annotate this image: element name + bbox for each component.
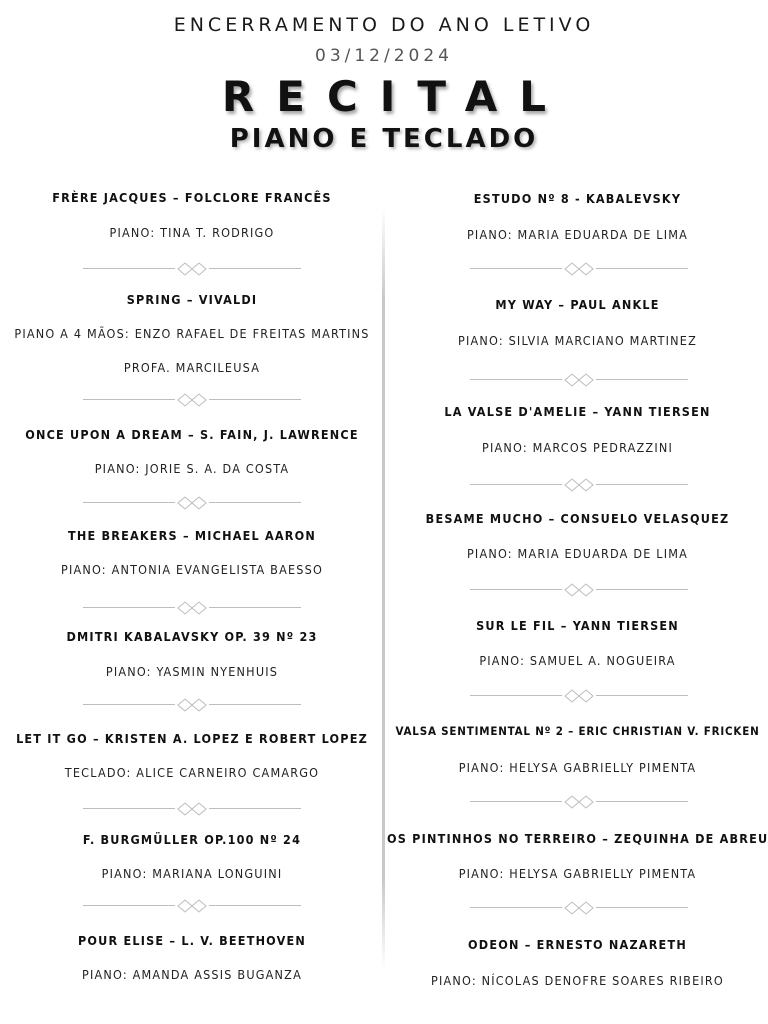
piece-title: MY WAY – PAUL ANKLE — [495, 297, 660, 312]
double-diamond-divider-icon — [176, 601, 208, 615]
double-diamond-divider-icon — [176, 899, 208, 913]
ornament-divider — [83, 496, 301, 510]
piece-title: VALSA SENTIMENTAL Nº 2 – ERIC CHRISTIAN V. FRICKEN — [395, 724, 760, 738]
piece-performer: PIANO: HELYSA GABRIELLY PIMENTA — [458, 760, 697, 775]
ornament-divider — [83, 393, 301, 407]
double-diamond-divider-icon — [176, 802, 208, 816]
ornament-divider — [83, 601, 301, 615]
piece-performer: PIANO: MARIANA LONGUINI — [101, 866, 283, 881]
piece-performer: PIANO: MARIA EDUARDA DE LIMA — [466, 546, 689, 561]
piece-performer: PIANO: MARIA EDUARDA DE LIMA — [466, 227, 689, 242]
double-diamond-divider-icon — [563, 262, 595, 276]
piece-performer: PIANO: MARCOS PEDRAZZINI — [482, 440, 673, 455]
piece-title: ESTUDO Nº 8 - KABALEVSKY — [473, 191, 682, 206]
piece-performer: TECLADO: ALICE CARNEIRO CAMARGO — [64, 765, 320, 780]
piece-title: OS PINTINHOS NO TERREIRO – ZEQUINHA DE ABREU — [387, 831, 768, 846]
page-title: RECITAL — [221, 72, 569, 121]
piece-performer: PIANO: TINA T. RODRIGO — [109, 225, 275, 240]
double-diamond-divider-icon — [176, 393, 208, 407]
piece-title: ODEON – ERNESTO NAZARETH — [468, 937, 687, 952]
ornament-divider — [470, 795, 688, 809]
ornament-divider — [83, 899, 301, 913]
piece-title: LET IT GO – KRISTEN A. LOPEZ E ROBERT LOPEZ — [16, 731, 368, 746]
piece-title: BESAME MUCHO – CONSUELO VELASQUEZ — [425, 511, 730, 526]
double-diamond-divider-icon — [563, 689, 595, 703]
column-divider — [382, 208, 385, 970]
piece-title: ONCE UPON A DREAM – S. FAIN, J. LAWRENCE — [25, 427, 359, 442]
event-occasion: ENCERRAMENTO DO ANO LETIVO — [173, 14, 595, 36]
double-diamond-divider-icon — [176, 698, 208, 712]
piece-title: FRÈRE JACQUES – FOLCLORE FRANCÊS — [52, 190, 332, 205]
double-diamond-divider-icon — [563, 795, 595, 809]
piece-performer: PIANO: SAMUEL A. NOGUEIRA — [479, 653, 676, 668]
ornament-divider — [470, 689, 688, 703]
piece-title: SUR LE FIL – YANN TIERSEN — [476, 618, 679, 633]
piece-performer: PIANO: HELYSA GABRIELLY PIMENTA — [458, 866, 697, 881]
ornament-divider — [83, 262, 301, 276]
piece-performer: PIANO: JORIE S. A. DA COSTA — [94, 461, 290, 476]
piece-title: THE BREAKERS – MICHAEL AARON — [67, 528, 317, 543]
double-diamond-divider-icon — [176, 496, 208, 510]
double-diamond-divider-icon — [176, 262, 208, 276]
double-diamond-divider-icon — [563, 583, 595, 597]
ornament-divider — [470, 901, 688, 915]
ornament-divider — [83, 698, 301, 712]
piece-performer: PIANO: SILVIA MARCIANO MARTINEZ — [458, 333, 697, 348]
piece-title: POUR ELISE – L. V. BEETHOVEN — [77, 933, 307, 948]
double-diamond-divider-icon — [563, 478, 595, 492]
ornament-divider — [470, 262, 688, 276]
piece-performer: PIANO: AMANDA ASSIS BUGANZA — [82, 967, 302, 982]
event-date: 03/12/2024 — [315, 46, 453, 66]
double-diamond-divider-icon — [563, 373, 595, 387]
ornament-divider — [470, 373, 688, 387]
piece-performer: PIANO: YASMIN NYENHUIS — [105, 664, 279, 679]
piece-title: SPRING – VIVALDI — [126, 292, 258, 307]
page-subtitle: PIANO E TECLADO — [229, 124, 539, 154]
piece-performer: PIANO: ANTONIA EVANGELISTA BAESSO — [60, 562, 324, 577]
piece-title: DMITRI KABALAVSKY OP. 39 Nº 23 — [66, 629, 318, 644]
piece-title: F. BURGMÜLLER OP.100 Nº 24 — [82, 832, 302, 847]
piece-title: LA VALSE D'AMELIE – YANN TIERSEN — [444, 404, 711, 419]
double-diamond-divider-icon — [563, 901, 595, 915]
piece-performer: PIANO A 4 MÃOS: ENZO RAFAEL DE FREITAS MARTINS — [14, 326, 370, 341]
ornament-divider — [470, 583, 688, 597]
piece-performer: PROFA. MARCILEUSA — [123, 360, 261, 375]
ornament-divider — [83, 802, 301, 816]
ornament-divider — [470, 478, 688, 492]
piece-performer: PIANO: NÍCOLAS DENOFRE SOARES RIBEIRO — [431, 973, 724, 988]
